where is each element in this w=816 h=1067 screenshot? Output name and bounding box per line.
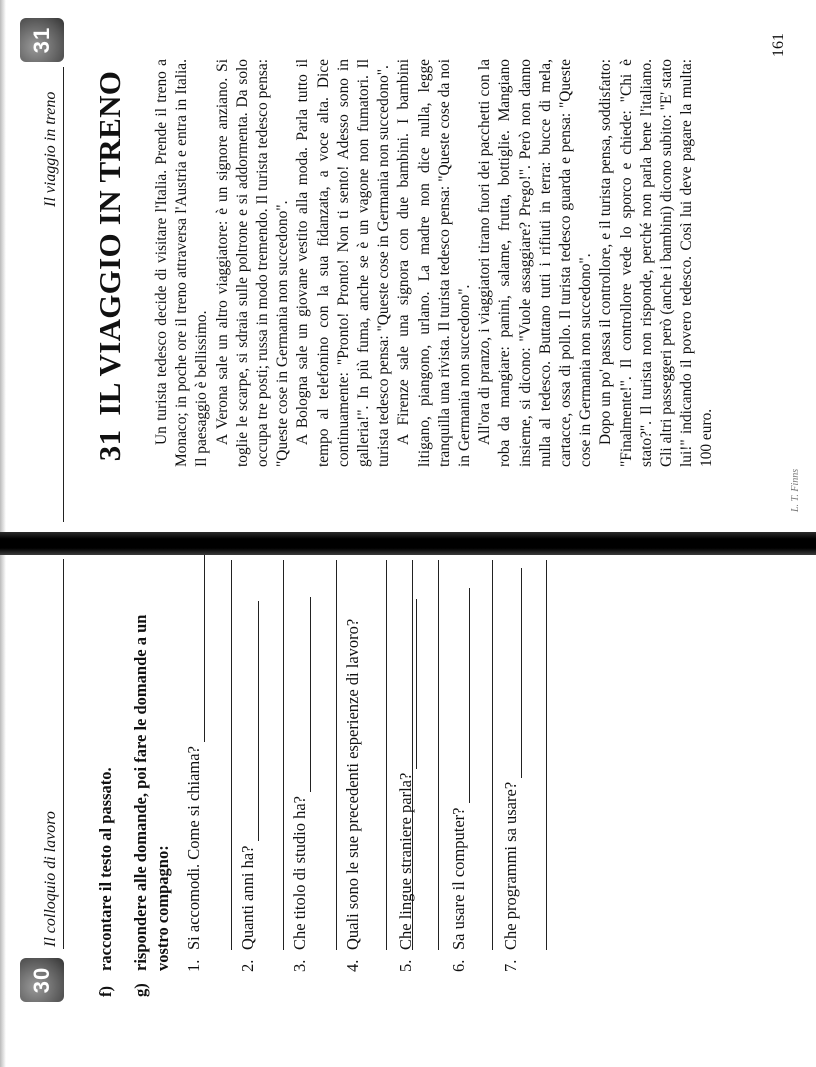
question-7-text: Che programmi sa usare? <box>501 781 520 950</box>
chapter-badge-31: 31 <box>20 18 64 62</box>
answer-line-2b[interactable] <box>283 560 284 950</box>
question-3-text: Che titolo di studio ha? <box>290 796 309 950</box>
answer-line-7b[interactable] <box>546 560 547 950</box>
story-paragraph-5: All'ora di pranzo, i viaggiatori tirano fuori dei pacchetti con la roba da mangiare: panini, salame, frutta, bottiglie. Mangiano insieme, si dicono: "Vuole assaggiare? Prego!". Però non danno nulla al tedesco. Buttano tutti i rifiuti in terra: bucce di mela, cartacce, ossa di pollo. Il turista tedesco guarda e pensa: "Queste cose in Germania non succedono". <box>476 59 595 467</box>
answer-blank-6[interactable] <box>453 588 470 803</box>
answer-line-4a[interactable] <box>386 560 387 950</box>
answer-line-3b[interactable] <box>336 560 337 950</box>
story-paragraph-6: Dopo un po' passa il controllore, e il turista pensa, soddisfatto: "Finalmente!". Il controllore vede lo sporco e chiede: "Chi è stato?". Il turista non risponde, perché non parla bene l'italiano. Gli altri passeggeri però (anche i bambini) dicono subito: "E' stato lui!" indicando il povero tedesco. Così lui deve pagare la multa: 100 euro. <box>597 59 716 467</box>
exercise-f-text: raccontare il testo al passato. <box>96 767 115 971</box>
exercise-g-text: rispondere alle domande, poi fare le domande a un <box>131 614 150 971</box>
answer-blank-1[interactable] <box>188 542 205 742</box>
story-paragraph-4: A Firenze sale una signora con due bambini. I bambini litigano, piangono, urlano. La madre non dice nulla, legge tranquilla una rivista. Il turista tedesco pensa: "Queste cose da noi in Germania non succedono". <box>395 59 474 467</box>
question-4-num: 4. <box>343 959 362 972</box>
exercise-f <box>95 767 117 997</box>
chapter-badge-30: 30 <box>20 958 64 1002</box>
answer-line-1b[interactable] <box>231 560 232 950</box>
answer-blank-3[interactable] <box>294 597 311 792</box>
question-2-text: Quanti anni ha? <box>238 845 257 950</box>
answer-line-5b[interactable] <box>438 560 439 950</box>
question-4 <box>342 619 364 972</box>
question-6-num: 6. <box>449 959 468 972</box>
question-3-num: 3. <box>290 959 309 972</box>
exercise-g-text-2: vostro compagno: <box>153 845 172 971</box>
story-paragraph-1: Un turista tedesco decide di visitare l'Italia. Prende il treno a Monaco; in poche ore il treno attraversa l'Austria e entra in Italia. Il paesaggio è bellissimo. <box>153 59 211 467</box>
question-6 <box>448 588 470 972</box>
chapter-title-number: 31 <box>92 429 127 462</box>
exercise-g-label: g) <box>131 983 150 997</box>
chapter-title-text: IL VIAGGIO IN TRENO <box>92 70 127 416</box>
story-text <box>152 59 718 467</box>
exercise-g <box>130 615 152 997</box>
question-2-num: 2. <box>238 959 257 972</box>
answer-blank-5[interactable] <box>400 599 417 769</box>
question-5-num: 5. <box>396 959 415 972</box>
left-running-header <box>20 555 70 1067</box>
chapter-title <box>92 0 128 532</box>
story-paragraph-3: A Bologna sale un giovane vestito alla moda. Parla tutto il tempo al telefonino con la sua fidanzata, a voce alta. Dice continuamente: "Pronto! Pronto! Non ti sento! Adesso sono in galleria!". In più fuma, anche se è un vagone non fumatori. Il turista tedesco pensa: "Queste cose in Germania non succedono". <box>294 59 393 467</box>
question-7-num: 7. <box>501 959 520 972</box>
right-running-title: Il viaggio in treno <box>42 91 59 207</box>
left-running-title: Il colloquio di lavoro <box>42 811 59 947</box>
answer-blank-7[interactable] <box>505 568 522 778</box>
left-header-rule <box>63 559 64 949</box>
question-6-text: Sa usare il computer? <box>449 807 468 950</box>
story-paragraph-2: A Verona sale un altro viaggiatore: è un signore anziano. Si toglie le scarpe, si sdraia sulle poltrone e si addormenta. Da solo occupa tre posti; russa in modo tremendo. Il turista tedesco pensa: "Queste cose in Germania non succedono". <box>213 59 292 467</box>
question-1 <box>183 542 205 972</box>
answer-blank-2[interactable] <box>242 601 259 841</box>
question-5 <box>395 599 417 972</box>
right-header-rule <box>63 67 64 522</box>
answer-line-6b[interactable] <box>492 560 493 950</box>
question-1-num: 1. <box>184 959 203 972</box>
page-number: 161 <box>770 33 787 57</box>
right-running-header <box>20 0 70 532</box>
question-7 <box>500 568 522 972</box>
exercise-f-label: f) <box>96 986 115 997</box>
question-2 <box>237 601 259 972</box>
question-1-text: Si accomodi. Come si chiama? <box>184 746 203 950</box>
question-4-text: Quali sono le sue precedenti esperienze di lavoro? <box>343 618 362 950</box>
question-3 <box>289 597 311 972</box>
footer-note: L. T. Finns <box>790 468 801 512</box>
question-5-text: Che lingue straniere parla? <box>396 772 415 950</box>
book-gutter <box>0 532 816 555</box>
